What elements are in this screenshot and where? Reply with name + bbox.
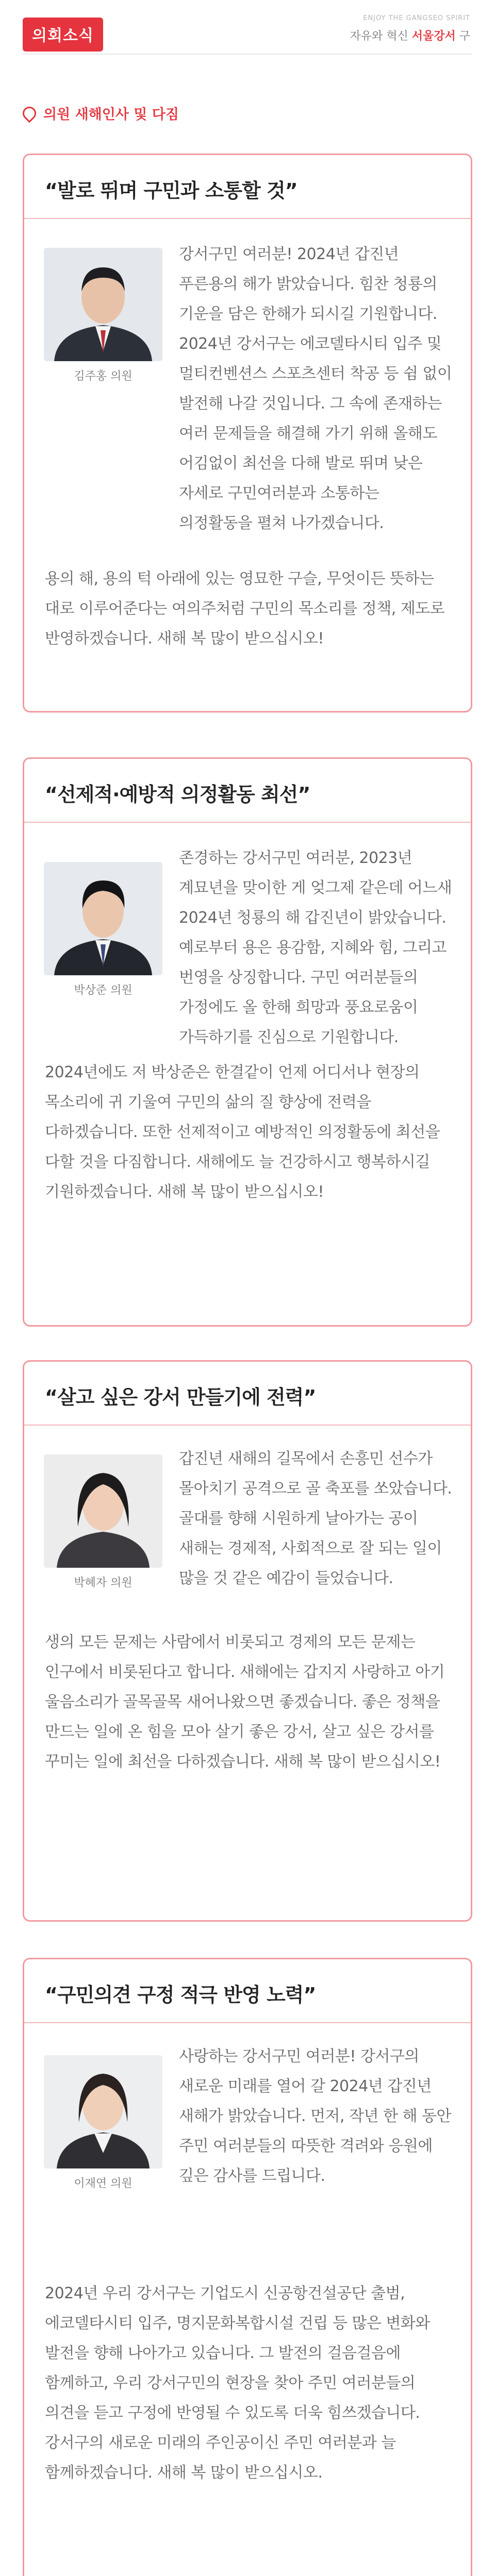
member-name: 박상준 의원 xyxy=(74,984,133,997)
card-text-top: 갑진년 새해의 길목에서 손흥민 선수가 몰아치기 공격으로 골 축포를 쏘았습니다. 골대를 향해 시원하게 날아가는 공이 새해는 경제적, 사회적으로 잘 되는 일이 많을 것 같은 예감이 들었습니다. xyxy=(179,1450,452,1587)
card-text-bottom: 2024년 우리 강서구는 기업도시 신공항건설공단 출범, 에코델타시티 입주, 명지문화복합시설 건립 등 많은 변화와 발전을 향해 나아가고 있습니다. 그 발전의 걸음걸음에 함께하고, 우리 강서구민의 현장을 찾아 주민 여러분들의 의견을 듣고 구정에 반영될 수 있도록 더욱 힘쓰겠습니다. 강서구의 새로운 미래의 주인공이신 주민 여러분과 늘 함께하겠습니다. 새해 복 많이 받으십시오. xyxy=(45,2284,430,2482)
card-text-top: 존경하는 강서구민 여러분, 2023년 계묘년을 맞이한 게 엊그제 같은데 어느새 2024년 청룡의 해 갑진년이 밝았습니다. 예로부터 용은 용감함, 지혜와 힘, 그리고 번영을 상징합니다. 구민 여러분들의 가정에도 올 한해 희망과 풍요로움이 가득하기를 진심으로 기원합니다. xyxy=(179,849,452,1046)
section-tag: 의회소식 xyxy=(23,18,103,52)
header-divider xyxy=(23,54,472,55)
brand-slogan xyxy=(350,27,470,43)
section-title xyxy=(23,103,179,123)
card-title: “구민의견 구정 적극 반영 노력” xyxy=(45,1984,316,2006)
card-text-top: 사랑하는 강서구민 여러분! 강서구의 새로운 미래를 열어 갈 2024년 갑진년 새해가 밝았습니다. 먼저, 작년 한 해 동안 주민 여러분들의 따뜻한 격려와 응원에 깊은 감사를 드립니다. xyxy=(179,2047,451,2185)
card-header xyxy=(24,759,471,823)
member-name: 이재연 의원 xyxy=(74,2177,133,2190)
card-title: “살고 싶은 강서 만들기에 전력” xyxy=(45,1386,316,1409)
portrait xyxy=(44,1454,162,1568)
greeting-card-3 xyxy=(23,1360,472,1922)
brand xyxy=(350,14,470,43)
card-title: “발로 뛰며 구민과 소통할 것” xyxy=(45,179,298,202)
card-title: “선제적·예방적 의정활동 최선” xyxy=(45,783,310,806)
card-text-bottom: 2024년에도 저 박상준은 한결같이 언제 어디서나 현장의 목소리에 귀 기울여 구민의 삶의 질 향상에 전력을 다하겠습니다. 또한 선제적이고 예방적인 의정활동에 최선을 다할 것을 다짐합니다. 새해에도 늘 건강하시고 행복하시길 기원하겠습니다. 새해 복 많이 받으십시오! xyxy=(45,1063,440,1201)
card-text-bottom: 생의 모든 문제는 사람에서 비롯되고 경제의 모든 문제는 인구에서 비롯된다고 합니다. 새해에는 갑지지 사랑하고 아기 울음소리가 골목골목 새어나왔으면 좋겠습니다. 좋은 정책을 만드는 일에 온 힘을 모아 살기 좋은 강서, 살고 싶은 강서를 꾸미는 일에 최선을 다하겠습니다. 새해 복 많이 받으십시오! xyxy=(45,1633,445,1771)
page-header xyxy=(0,0,495,77)
portrait xyxy=(44,862,162,975)
portrait xyxy=(44,2055,162,2168)
brand-tagline: ENJOY THE GANGSEO SPIRIT xyxy=(363,14,470,22)
portrait xyxy=(44,248,162,361)
greeting-card-4 xyxy=(23,1958,472,2576)
slogan-accent: 서울강서 xyxy=(411,30,456,43)
greeting-card-2 xyxy=(23,757,472,1327)
member-name: 박혜자 의원 xyxy=(74,1577,133,1589)
card-text-bottom: 용의 해, 용의 턱 아래에 있는 영묘한 구슬, 무엇이든 뜻하는 대로 이루어준다는 여의주처럼 구민의 목소리를 정책, 제도로 반영하겠습니다. 새해 복 많이 받으십시오! xyxy=(45,570,445,648)
location-pin-icon xyxy=(20,104,39,123)
greeting-card-1 xyxy=(23,154,472,713)
card-header xyxy=(24,155,471,219)
card-text-top: 강서구민 여러분! 2024년 갑진년 푸른용의 해가 밝았습니다. 힘찬 청룡의 기운을 담은 한해가 되시길 기원합니다. 2024년 강서구는 에코델타시티 입주 및 멀티컨벤션스 스포츠센터 착공 등 쉼 없이 발전해 나갈 것입니다. 그 속에 존재하는 여러 문제들을 해결해 가기 위해 올해도 어김없이 최선을 다해 발로 뛰며 낮은 자세로 구민여러분과 소통하는 의정활동을 펼쳐 나가겠습니다. xyxy=(179,245,452,532)
slogan-pre: 자유와 혁신 xyxy=(350,30,412,43)
card-header xyxy=(24,1362,471,1426)
section-title-text: 의원 새해인사 및 다짐 xyxy=(43,107,179,123)
member-name: 김주홍 의원 xyxy=(74,370,133,383)
slogan-post: 구 xyxy=(455,30,470,43)
card-header xyxy=(24,1959,471,2023)
